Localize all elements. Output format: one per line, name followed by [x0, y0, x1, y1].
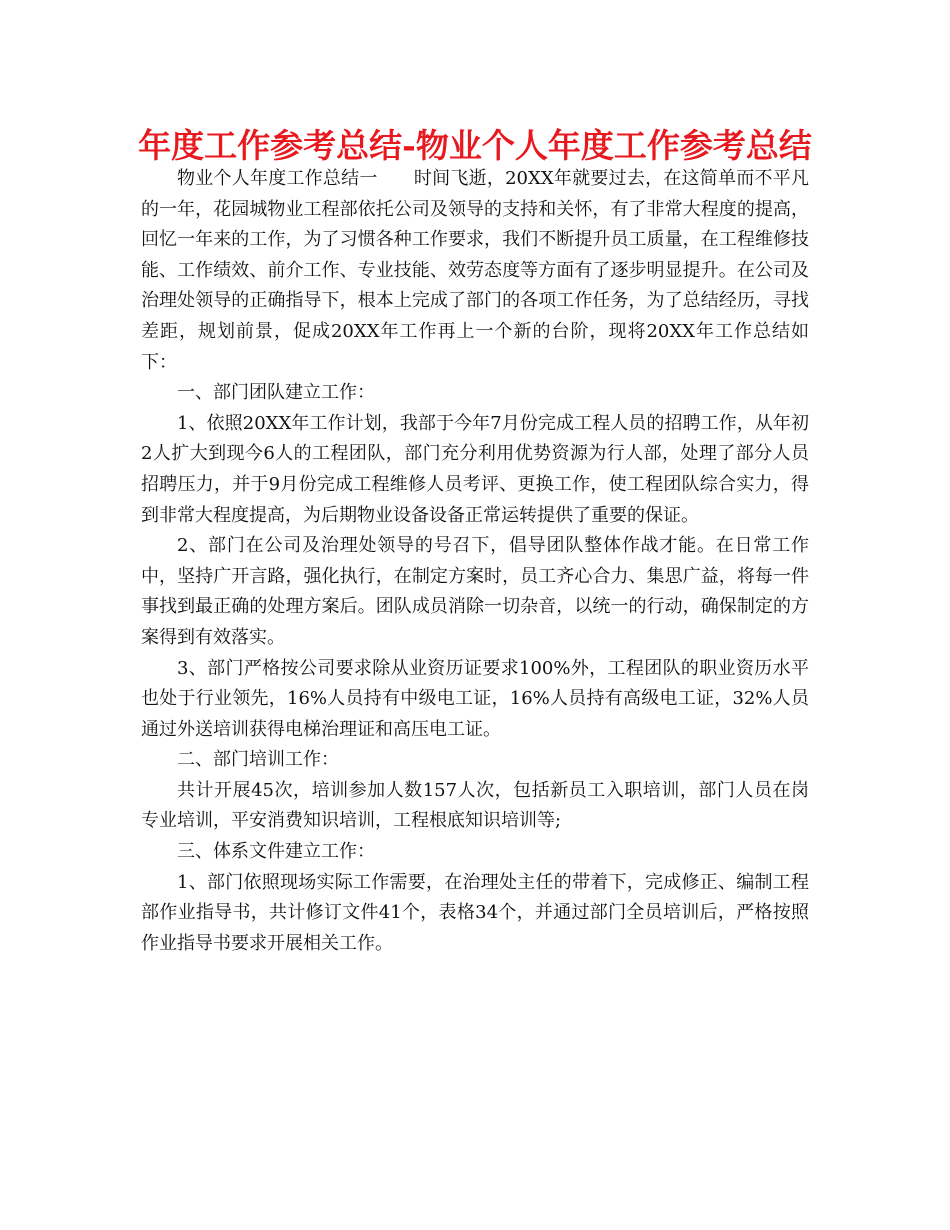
intro-text: 时间飞逝，20XX年就要过去，在这简单而不平凡的一年，花园城物业工程部依托公司及领导的支持和关怀，有了非常大程度的提高，回忆一年来的工作，为了习惯各种工作要求，我们不断提升员工质量，在工程维修技能、工作绩效、前介工作、专业技能、效劳态度等方面有了逐步明显提升。在公司及治理处领导的正确指导下，根本上完成了部门的各项工作任务，为了总结经历，寻找差距，规划前景，促成20XX年工作再上一个新的台阶，现将20XX年工作总结如下：: [141, 168, 810, 373]
section-heading-system: 三、体系文件建立工作：: [177, 841, 375, 863]
paragraph-system-1: 1、部门依照现场实际工作需要，在治理处主任的带着下，完成修正、编制工程部作业指导书，共计修订文件41个，表格34个，并通过部门全员培训后，严格按照作业指导书要求开展相关工作。: [141, 871, 809, 954]
document-body: [141, 164, 809, 959]
section-heading-team: 一、部门团队建立工作：: [177, 382, 375, 404]
paragraph-team-3: 3、部门严格按公司要求除从业资历证要求100%外，工程团队的职业资历水平也处于行业领先，16%人员持有中级电工证，16%人员持有高级电工证，32%人员通过外送培训获得电梯治理证和高压电工证。: [141, 657, 809, 740]
paragraph-team-2: 2、部门在公司及治理处领导的号召下，倡导团队整体作战才能。在日常工作中，坚持广开言路，强化执行，在制定方案时，员工齐心合力、集思广益，将每一件事找到最正确的处理方案后。团队成员消除一切杂音，以统一的行动，确保制定的方案得到有效落实。: [141, 535, 809, 648]
paragraph-training: 共计开展45次，培训参加人数157人次，包括新员工入职培训，部门人员在岗专业培训，平安消费知识培训，工程根底知识培训等;: [141, 779, 809, 832]
paragraph-team-1: 1、依照20XX年工作计划，我部于今年7月份完成工程人员的招聘工作，从年初2人扩大到现今6人的工程团队，部门充分利用优势资源为行人部，处理了部分人员招聘压力，并于9月份完成工程维修人员考评、更换工作，使工程团队综合实力，得到非常大程度提高，为后期物业设备设备正常运转提供了重要的保证。: [141, 412, 809, 526]
document-title: 年度工作参考总结-物业个人年度工作参考总结: [138, 126, 812, 165]
section-heading-training: 二、部门培训工作：: [177, 749, 339, 771]
intro-heading: 物业个人年度工作总结一: [177, 168, 378, 189]
intro-paragraph: [141, 164, 809, 378]
